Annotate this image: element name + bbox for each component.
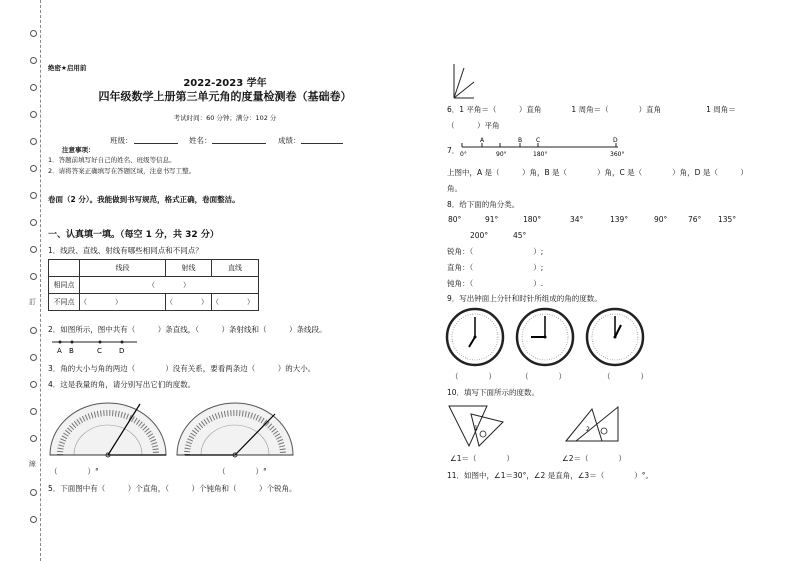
angle-value: 200° [470, 231, 489, 240]
angle-value: 91° [485, 215, 499, 224]
binding-hole [30, 327, 37, 334]
obtuse-answer[interactable]: 钝角：（ ）. [447, 279, 544, 288]
table-header: 线段 [80, 260, 166, 277]
clock-answer-2[interactable]: （ ） [521, 372, 566, 381]
binding-hole [30, 246, 37, 253]
binding-hole [30, 273, 37, 280]
svg-text:2: 2 [586, 426, 590, 433]
triangle-ruler-figure-1 [447, 400, 509, 448]
question-7: 上图中，A 是（ ）角，B 是（ ）角，C 是（ ）角，D 是（ ） [447, 168, 748, 177]
answer-blank[interactable]: （ ） [80, 294, 166, 311]
angle-value: 34° [570, 215, 584, 224]
class-field[interactable] [134, 143, 178, 144]
table-header: 射线 [166, 260, 212, 277]
question-8: 8．给下面的角分类。 [447, 200, 520, 209]
clock-face-3 [585, 307, 645, 367]
points-line-figure [52, 338, 142, 356]
protractor-figure-2 [175, 400, 295, 460]
exam-title: 四年级数学上册第三单元角的度量检测卷（基础卷） [98, 90, 352, 103]
note-item: 2．请将答案正确填写在答题区域，注意书写工整。 [48, 167, 196, 175]
tick-label: 0° [460, 151, 467, 158]
note-item: 1．答题前填写好自己的姓名、班级等信息。 [48, 156, 176, 164]
angle-number-line [460, 136, 630, 158]
question-7-label: 7． [447, 146, 460, 155]
binding-hole [30, 165, 37, 172]
exam-time-info: 考试时间：60 分钟；满分：102 分 [173, 114, 277, 122]
angle-value: 180° [523, 215, 542, 224]
point-label: B [69, 347, 74, 355]
question-2: 2．如图所示，图中共有（ ）条直线，（ ）条射线和（ ）条线段。 [48, 325, 327, 334]
binding-hole [30, 354, 37, 361]
name-field[interactable] [212, 143, 266, 144]
point-label: D [613, 137, 618, 144]
section-heading: 一、认真填一填。（每空 1 分，共 32 分） [48, 230, 219, 240]
svg-text:1: 1 [474, 425, 478, 432]
neatness-note: 卷面（2 分）。我能做到书写规范，格式正确，卷面整洁。 [48, 195, 240, 204]
protractor-answer-2[interactable]: （ ）° [218, 467, 267, 476]
clock-answer-3[interactable]: （ ） [603, 372, 648, 381]
point-label: A [480, 137, 485, 144]
score-field[interactable] [301, 143, 343, 144]
answer-blank[interactable]: （ ） [166, 294, 212, 311]
question-5: 5．下面图中有（ ）个直角，（ ）个钝角和（ ）个锐角。 [48, 484, 297, 493]
point-label: C [536, 137, 541, 144]
binding-hole [30, 30, 37, 37]
ruler-answer-2[interactable]: ∠2＝（ ） [562, 454, 626, 463]
angle-value: 90° [654, 215, 668, 224]
question-4: 4．这是我量的角，请分别写出它们的度数。 [48, 380, 196, 389]
tick-label: 90° [496, 151, 507, 158]
secret-label: 绝密★启用前 [48, 64, 87, 72]
point-label: B [518, 137, 523, 144]
angle-value: 139° [610, 215, 629, 224]
binding-hole [30, 219, 37, 226]
angle-value: 45° [513, 231, 527, 240]
angle-value: 80° [448, 215, 462, 224]
question-6-cont: （ ）平角 [447, 121, 500, 130]
binding-hole [30, 381, 37, 388]
table-row-label: 相同点 [49, 277, 80, 294]
point-label: C [97, 347, 102, 355]
question-9: 9．写出钟面上分针和时针所组成的角的度数。 [447, 294, 602, 303]
question-6: 6．1 平角＝（ ）直角 1 周角＝（ ）直角 1 周角＝ [447, 105, 736, 114]
binding-hole [30, 516, 37, 523]
angles-figure [450, 62, 478, 102]
binding-hole [30, 57, 37, 64]
right-answer[interactable]: 直角：（ ）; [447, 263, 544, 272]
answer-blank[interactable]: （ ） [212, 294, 259, 311]
point-label: A [57, 347, 62, 355]
name-field-label: 姓名： [189, 136, 212, 145]
binding-hole [30, 138, 37, 145]
binding-hole [30, 192, 37, 199]
tick-label: 180° [533, 151, 548, 158]
table-header: 直线 [212, 260, 259, 277]
exam-year: 2022-2023 学年 [183, 78, 267, 89]
clock-answer-1[interactable]: （ ） [451, 372, 496, 381]
score-field-label: 成绩： [278, 136, 301, 145]
protractor-answer-1[interactable]: （ ）° [50, 467, 99, 476]
binding-mark: 訂 [29, 298, 36, 306]
angle-value: 135° [718, 215, 737, 224]
triangle-ruler-figure-2 [562, 403, 624, 449]
question-1: 1．线段、直线、射线有哪些相同点和不同点？ [48, 246, 203, 255]
acute-answer[interactable]: 锐角：（ ）; [447, 247, 544, 256]
question-11: 11．如图中，∠1＝30°，∠2 是直角，∠3＝（ ）°。 [447, 471, 653, 480]
comparison-table [48, 259, 259, 311]
class-field-label: 班级： [110, 136, 133, 145]
binding-hole [30, 489, 37, 496]
question-3: 3．角的大小与角的两边（ ）没有关系，要看两条边（ ）的大小。 [48, 364, 316, 373]
clock-face-1 [445, 307, 505, 367]
binding-mark: 線 [29, 460, 36, 468]
table-row-label: 不同点 [49, 294, 80, 311]
protractor-figure-1 [48, 400, 168, 460]
notes-heading: 注意事项： [62, 146, 95, 154]
question-10: 10．填写下面所示的度数。 [447, 388, 540, 397]
ruler-answer-1[interactable]: ∠1＝（ ） [450, 454, 514, 463]
answer-blank[interactable]: （ ） [80, 277, 259, 294]
binding-hole [30, 408, 37, 415]
clock-face-2 [515, 307, 575, 367]
tick-label: 360° [610, 151, 625, 158]
angle-value: 76° [688, 215, 702, 224]
question-7-cont: 角。 [447, 184, 462, 193]
point-label: D [119, 347, 125, 355]
binding-hole [30, 435, 37, 442]
